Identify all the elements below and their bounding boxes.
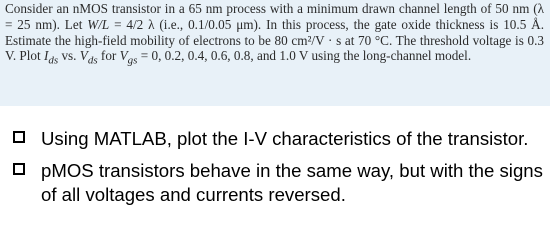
checkbox-icon — [13, 163, 25, 175]
problem-statement — [0, 0, 550, 106]
problem-text-4: for — [97, 48, 120, 64]
ids-symbol: I — [43, 48, 49, 64]
bullet-item-matlab — [12, 127, 552, 151]
problem-text-5: = 0, 0.2, 0.4, 0.6, 0.8, and 1.0 V using the long-channel model. — [137, 48, 472, 64]
bullet-item-pmos — [12, 159, 552, 207]
problem-text-3: vs. — [58, 48, 80, 64]
bullet-list — [12, 127, 552, 215]
checkbox-icon — [13, 131, 25, 143]
bullet-text: Using MATLAB, plot the I-V characteristics of the transistor. — [41, 128, 529, 149]
ids-subscript: ds — [48, 55, 59, 68]
problem-text-1: Consider an nMOS transistor in a 65 nm process with a minimum drawn channel length of 50 nm (λ = 25 nm). Let — [5, 1, 544, 32]
vds-symbol: V — [79, 48, 88, 64]
w-over-l: W/L — [87, 16, 110, 32]
bullet-text: pMOS transistors behave in the same way, but with the signs of all voltages and currents reversed. — [41, 160, 543, 205]
vgs-subscript: gs — [127, 55, 138, 68]
problem-text-2: = 4/2 λ (i.e., 0.1/0.05 μm). In this process, the gate oxide thickness is 10.5 Å. Estimate the high-field mobility of electrons to be 80 cm²/V · s at 70 °C. The threshold voltage is 0.3 V. Plot — [5, 16, 544, 64]
vds-subscript: ds — [87, 55, 98, 68]
vgs-symbol: V — [119, 48, 128, 64]
